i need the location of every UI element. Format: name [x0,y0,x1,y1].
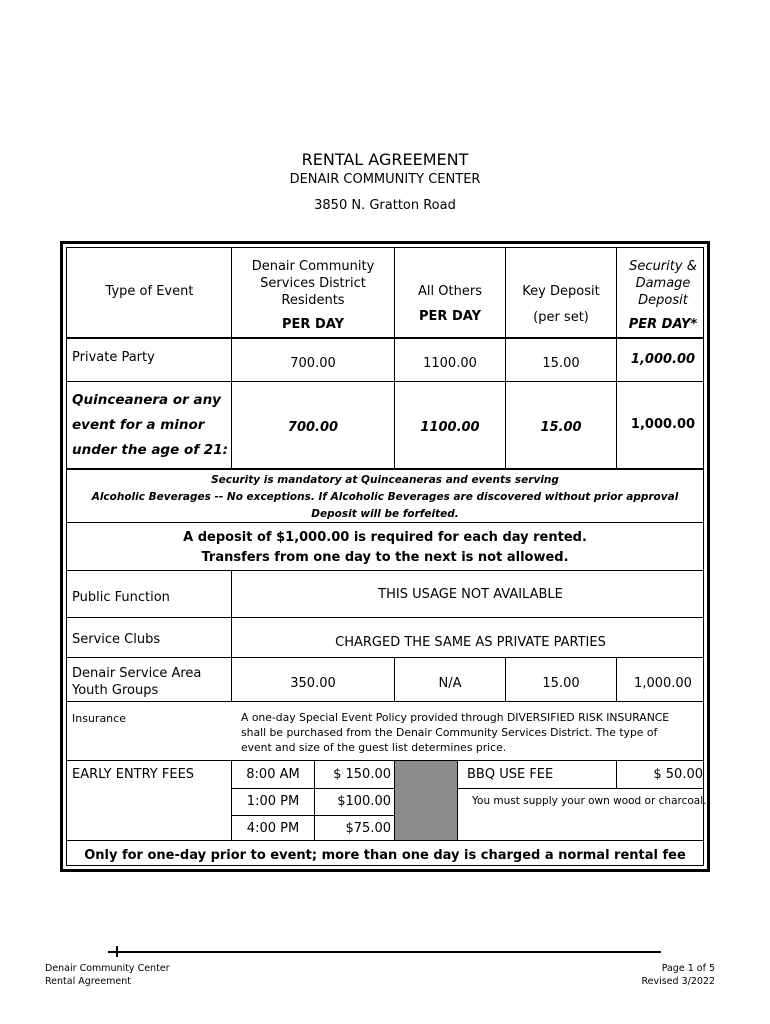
row-label-early-entry: EARLY ENTRY FEES [72,767,195,782]
shaded-cell [395,761,457,840]
cell-youth-others: N/A [438,676,462,691]
early-entry-fee: $75.00 [345,821,391,836]
security-notice: Security is mandatory at Quinceaneras and events serving Alcoholic Beverages -- No exceptions. If Alcoholic Beverages are discovered without prior approval Deposit will be forfeited. [91,474,679,520]
column-unit-security: PER DAY* [628,317,698,332]
footer-left: Denair Community Center Rental Agreement [45,963,170,987]
row-divider [231,815,394,816]
cell-quince-others: 1100.00 [420,420,480,435]
row-divider [66,381,704,382]
row-label-private-party: Private Party [72,350,155,365]
organization-address: 3850 N. Gratton Road [314,198,456,213]
row-divider [66,840,704,841]
row-divider [66,337,704,339]
cell-public-function: THIS USAGE NOT AVAILABLE [378,587,563,602]
row-divider [66,657,704,658]
document-title: RENTAL AGREEMENT [301,150,469,169]
organization-name: DENAIR COMMUNITY CENTER [289,172,481,187]
cell-youth-residents: 350.00 [290,676,336,691]
cell-insurance: A one-day Special Event Policy provided through DIVERSIFIED RISK INSURANCE shall be purchased from the Denair Community Services District. The type of event and size of the guest list determines price. [241,711,670,754]
column-header-others: All Others [418,284,482,299]
early-entry-fee: $ 150.00 [333,767,391,782]
early-entry-notice: Only for one-day prior to event; more than one day is charged a normal rental fee [84,848,686,863]
column-unit-key: (per set) [533,310,589,325]
cell-youth-security: 1,000.00 [634,676,692,691]
cell-youth-key: 15.00 [542,676,580,691]
row-divider [66,760,704,761]
row-label-quinceanera: Quinceanera or any event for a minor under the age of 21: [72,392,228,458]
cell-private-others: 1100.00 [423,356,477,371]
row-label-youth-groups: Denair Service Area Youth Groups [72,666,202,698]
column-unit-residents: PER DAY [282,317,344,332]
early-entry-fee: $100.00 [337,794,391,809]
row-divider [457,788,704,789]
footer-right: Page 1 of 5 Revised 3/2022 [641,963,715,987]
row-divider [66,701,704,702]
early-entry-time: 8:00 AM [246,767,300,782]
col-divider [457,760,458,840]
rental-fee-table [60,241,710,872]
footer-rule [108,951,661,953]
row-divider [66,468,704,470]
cell-private-key: 15.00 [542,356,580,371]
bbq-note: You must supply your own wood or charcoal. [472,795,707,807]
cell-quince-residents: 700.00 [287,420,339,435]
row-divider [66,617,704,618]
column-header-security: Security & Damage Deposit [629,259,697,308]
row-divider [66,570,704,571]
row-divider [231,788,394,789]
footer-tab-marker [116,946,118,957]
column-header-type: Type of Event [105,284,194,299]
cell-quince-security: 1,000.00 [630,417,696,432]
early-entry-time: 1:00 PM [246,794,300,809]
deposit-notice: A deposit of $1,000.00 is required for each day rented. Transfers from one day to the next is not allowed. [183,530,587,565]
row-label-public-function: Public Function [72,590,170,605]
row-label-insurance: Insurance [72,712,126,725]
cell-private-security: 1,000.00 [630,352,696,367]
bbq-fee-label: BBQ USE FEE [467,767,554,782]
cell-service-clubs: CHARGED THE SAME AS PRIVATE PARTIES [335,635,606,650]
cell-quince-key: 15.00 [540,420,582,435]
bbq-fee-amount: $ 50.00 [653,767,703,782]
cell-private-residents: 700.00 [290,356,336,371]
row-label-service-clubs: Service Clubs [72,632,161,647]
early-entry-time: 4:00 PM [246,821,300,836]
column-unit-others: PER DAY [419,309,481,324]
column-header-residents: Denair Community Services District Residents [251,259,375,308]
column-header-key: Key Deposit [522,284,600,299]
